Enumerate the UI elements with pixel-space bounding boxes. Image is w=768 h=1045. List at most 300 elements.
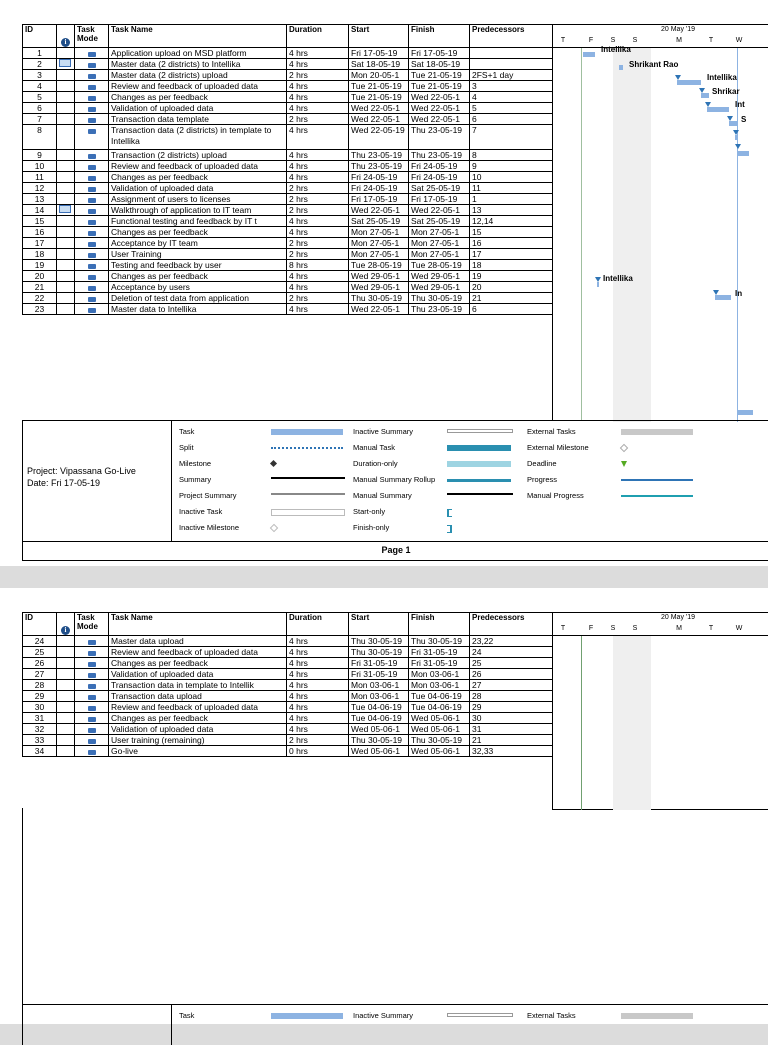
task-name[interactable]: Master data to Intellika: [109, 304, 287, 315]
task-id[interactable]: 32: [23, 724, 57, 735]
task-name[interactable]: Assignment of users to licenses: [109, 194, 287, 205]
info-cell[interactable]: [57, 150, 75, 161]
task-predecessors[interactable]: 7: [470, 125, 553, 150]
task-start[interactable]: Wed 22-05-1: [349, 205, 409, 216]
info-cell[interactable]: [57, 238, 75, 249]
task-mode-cell[interactable]: [75, 669, 109, 680]
task-finish[interactable]: Thu 23-05-19: [409, 150, 470, 161]
task-predecessors[interactable]: 17: [470, 249, 553, 260]
task-id[interactable]: 22: [23, 293, 57, 304]
task-duration[interactable]: 4 hrs: [287, 103, 349, 114]
col-info-header[interactable]: [57, 25, 75, 48]
task-finish[interactable]: Wed 22-05-1: [409, 92, 470, 103]
task-name[interactable]: Go-live: [109, 746, 287, 757]
task-name[interactable]: Transaction data upload: [109, 691, 287, 702]
task-start[interactable]: Mon 03-06-1: [349, 680, 409, 691]
task-predecessors[interactable]: 9: [470, 161, 553, 172]
table-row[interactable]: [23, 282, 553, 293]
task-mode-cell[interactable]: [75, 680, 109, 691]
task-id[interactable]: 17: [23, 238, 57, 249]
task-name[interactable]: Transaction data (2 districts) in template to Intellika: [109, 125, 287, 150]
task-id[interactable]: 27: [23, 669, 57, 680]
task-start[interactable]: Wed 29-05-1: [349, 282, 409, 293]
gantt-bar-13[interactable]: [597, 282, 599, 287]
task-duration[interactable]: 2 hrs: [287, 205, 349, 216]
task-id[interactable]: 9: [23, 150, 57, 161]
task-start[interactable]: Wed 22-05-1: [349, 304, 409, 315]
task-predecessors[interactable]: 8: [470, 150, 553, 161]
task-finish[interactable]: Thu 30-05-19: [409, 636, 470, 647]
task-duration[interactable]: 4 hrs: [287, 125, 349, 150]
task-finish[interactable]: Tue 21-05-19: [409, 70, 470, 81]
info-cell[interactable]: [57, 636, 75, 647]
task-duration[interactable]: 2 hrs: [287, 114, 349, 125]
task-id[interactable]: 14: [23, 205, 57, 216]
task-start[interactable]: Thu 23-05-19: [349, 150, 409, 161]
task-id[interactable]: 8: [23, 125, 57, 150]
task-mode-cell[interactable]: [75, 249, 109, 260]
task-id[interactable]: 18: [23, 249, 57, 260]
task-name[interactable]: Changes as per feedback: [109, 172, 287, 183]
task-finish[interactable]: Wed 29-05-1: [409, 271, 470, 282]
task-mode-cell[interactable]: [75, 81, 109, 92]
info-cell[interactable]: [57, 724, 75, 735]
task-id[interactable]: 15: [23, 216, 57, 227]
info-cell[interactable]: [57, 713, 75, 724]
task-mode-cell[interactable]: [75, 59, 109, 70]
info-cell[interactable]: [57, 282, 75, 293]
task-mode-cell[interactable]: [75, 114, 109, 125]
col-duration-header[interactable]: Duration: [287, 613, 349, 636]
task-predecessors[interactable]: [470, 59, 553, 70]
task-mode-cell[interactable]: [75, 238, 109, 249]
task-id[interactable]: 26: [23, 658, 57, 669]
task-duration[interactable]: 8 hrs: [287, 260, 349, 271]
task-predecessors[interactable]: 21: [470, 735, 553, 746]
task-duration[interactable]: 0 hrs: [287, 746, 349, 757]
task-name[interactable]: Deletion of test data from application: [109, 293, 287, 304]
task-predecessors[interactable]: 26: [470, 669, 553, 680]
table-row[interactable]: [23, 161, 553, 172]
task-id[interactable]: 31: [23, 713, 57, 724]
info-cell[interactable]: [57, 293, 75, 304]
task-mode-cell[interactable]: [75, 216, 109, 227]
task-predecessors[interactable]: 3: [470, 81, 553, 92]
table-row[interactable]: [23, 238, 553, 249]
task-duration[interactable]: 4 hrs: [287, 150, 349, 161]
task-id[interactable]: 6: [23, 103, 57, 114]
task-mode-cell[interactable]: [75, 48, 109, 59]
table-row[interactable]: [23, 724, 553, 735]
task-mode-cell[interactable]: [75, 724, 109, 735]
col-finish-header[interactable]: Finish: [409, 613, 470, 636]
task-name[interactable]: Review and feedback of uploaded data: [109, 702, 287, 713]
task-id[interactable]: 1: [23, 48, 57, 59]
task-mode-cell[interactable]: [75, 702, 109, 713]
task-duration[interactable]: 4 hrs: [287, 658, 349, 669]
task-finish[interactable]: Wed 05-06-1: [409, 746, 470, 757]
task-name[interactable]: Changes as per feedback: [109, 92, 287, 103]
gantt-bar-2[interactable]: [619, 65, 623, 70]
table-row[interactable]: [23, 216, 553, 227]
task-id[interactable]: 12: [23, 183, 57, 194]
info-cell[interactable]: [57, 92, 75, 103]
task-predecessors[interactable]: 19: [470, 271, 553, 282]
gantt-bar-4[interactable]: [701, 93, 709, 98]
table-row[interactable]: [23, 271, 553, 282]
task-start[interactable]: Mon 03-06-1: [349, 691, 409, 702]
task-mode-cell[interactable]: [75, 282, 109, 293]
task-duration[interactable]: 4 hrs: [287, 172, 349, 183]
task-id[interactable]: 11: [23, 172, 57, 183]
gantt-bar-1[interactable]: [583, 52, 595, 57]
task-duration[interactable]: 4 hrs: [287, 161, 349, 172]
task-id[interactable]: 34: [23, 746, 57, 757]
task-start[interactable]: Mon 27-05-1: [349, 249, 409, 260]
task-predecessors[interactable]: 6: [470, 304, 553, 315]
info-cell[interactable]: [57, 183, 75, 194]
task-name[interactable]: Review and feedback of uploaded data: [109, 161, 287, 172]
task-predecessors[interactable]: 4: [470, 92, 553, 103]
task-finish[interactable]: Fri 17-05-19: [409, 48, 470, 59]
task-predecessors[interactable]: 28: [470, 691, 553, 702]
task-duration[interactable]: 2 hrs: [287, 249, 349, 260]
task-start[interactable]: Fri 17-05-19: [349, 194, 409, 205]
task-mode-cell[interactable]: [75, 691, 109, 702]
gantt-bar-3[interactable]: [677, 80, 701, 85]
task-duration[interactable]: 4 hrs: [287, 702, 349, 713]
info-cell[interactable]: [57, 114, 75, 125]
info-cell[interactable]: [57, 227, 75, 238]
table-row[interactable]: [23, 713, 553, 724]
task-start[interactable]: Tue 21-05-19: [349, 92, 409, 103]
task-mode-cell[interactable]: [75, 260, 109, 271]
task-id[interactable]: 16: [23, 227, 57, 238]
task-duration[interactable]: 4 hrs: [287, 282, 349, 293]
task-name[interactable]: Application upload on MSD platform: [109, 48, 287, 59]
task-name[interactable]: Master data (2 districts) to Intellika: [109, 59, 287, 70]
task-id[interactable]: 29: [23, 691, 57, 702]
task-id[interactable]: 23: [23, 304, 57, 315]
task-mode-cell[interactable]: [75, 103, 109, 114]
task-finish[interactable]: Mon 27-05-1: [409, 227, 470, 238]
info-cell[interactable]: [57, 249, 75, 260]
task-id[interactable]: 10: [23, 161, 57, 172]
col-mode-header[interactable]: Task Mode: [75, 613, 109, 636]
task-predecessors[interactable]: 30: [470, 713, 553, 724]
info-cell[interactable]: [57, 669, 75, 680]
table-row[interactable]: [23, 691, 553, 702]
task-predecessors[interactable]: 23,22: [470, 636, 553, 647]
task-name[interactable]: Review and feedback of uploaded data: [109, 81, 287, 92]
table-row[interactable]: [23, 172, 553, 183]
task-predecessors[interactable]: 2FS+1 day: [470, 70, 553, 81]
task-start[interactable]: Wed 05-06-1: [349, 746, 409, 757]
task-duration[interactable]: 4 hrs: [287, 216, 349, 227]
task-finish[interactable]: Wed 29-05-1: [409, 282, 470, 293]
task-finish[interactable]: Mon 27-05-1: [409, 249, 470, 260]
task-duration[interactable]: 2 hrs: [287, 293, 349, 304]
info-cell[interactable]: [57, 205, 75, 216]
task-predecessors[interactable]: [470, 48, 553, 59]
task-start[interactable]: Wed 22-05-1: [349, 114, 409, 125]
task-finish[interactable]: Fri 24-05-19: [409, 161, 470, 172]
table-row[interactable]: [23, 249, 553, 260]
task-finish[interactable]: Tue 04-06-19: [409, 691, 470, 702]
table-row[interactable]: [23, 647, 553, 658]
task-duration[interactable]: 2 hrs: [287, 194, 349, 205]
task-start[interactable]: Mon 20-05-1: [349, 70, 409, 81]
task-mode-cell[interactable]: [75, 271, 109, 282]
table-row[interactable]: [23, 304, 553, 315]
task-predecessors[interactable]: 16: [470, 238, 553, 249]
info-cell[interactable]: [57, 735, 75, 746]
task-predecessors[interactable]: 10: [470, 172, 553, 183]
gantt-bar-23[interactable]: [737, 410, 753, 415]
task-start[interactable]: Thu 30-05-19: [349, 636, 409, 647]
info-cell[interactable]: [57, 161, 75, 172]
task-predecessors[interactable]: 13: [470, 205, 553, 216]
task-id[interactable]: 2: [23, 59, 57, 70]
task-mode-cell[interactable]: [75, 713, 109, 724]
task-start[interactable]: Wed 22-05-19: [349, 125, 409, 150]
task-duration[interactable]: 2 hrs: [287, 735, 349, 746]
task-duration[interactable]: 4 hrs: [287, 724, 349, 735]
gantt-bar-5[interactable]: [707, 107, 729, 112]
task-finish[interactable]: Wed 22-05-1: [409, 205, 470, 216]
info-cell[interactable]: [57, 304, 75, 315]
gantt-bar-7[interactable]: [735, 135, 738, 140]
task-mode-cell[interactable]: [75, 183, 109, 194]
task-finish[interactable]: Mon 03-06-1: [409, 669, 470, 680]
task-finish[interactable]: Fri 17-05-19: [409, 194, 470, 205]
task-mode-cell[interactable]: [75, 125, 109, 150]
gantt-bar-14[interactable]: [715, 295, 731, 300]
task-predecessors[interactable]: 12,14: [470, 216, 553, 227]
task-start[interactable]: Tue 04-06-19: [349, 702, 409, 713]
col-start-header[interactable]: Start: [349, 613, 409, 636]
task-duration[interactable]: 2 hrs: [287, 238, 349, 249]
task-mode-cell[interactable]: [75, 150, 109, 161]
task-mode-cell[interactable]: [75, 205, 109, 216]
table-row[interactable]: [23, 746, 553, 757]
task-name[interactable]: Changes as per feedback: [109, 271, 287, 282]
task-finish[interactable]: Tue 28-05-19: [409, 260, 470, 271]
task-duration[interactable]: 4 hrs: [287, 48, 349, 59]
task-predecessors[interactable]: 25: [470, 658, 553, 669]
task-finish[interactable]: Wed 05-06-1: [409, 713, 470, 724]
task-finish[interactable]: Fri 31-05-19: [409, 658, 470, 669]
info-cell[interactable]: [57, 194, 75, 205]
task-id[interactable]: 5: [23, 92, 57, 103]
task-duration[interactable]: 4 hrs: [287, 713, 349, 724]
task-mode-cell[interactable]: [75, 161, 109, 172]
col-pred-header[interactable]: Predecessors: [470, 613, 553, 636]
info-cell[interactable]: [57, 48, 75, 59]
task-start[interactable]: Fri 31-05-19: [349, 669, 409, 680]
task-start[interactable]: Wed 05-06-1: [349, 724, 409, 735]
task-predecessors[interactable]: 1: [470, 194, 553, 205]
task-start[interactable]: Mon 27-05-1: [349, 227, 409, 238]
task-mode-cell[interactable]: [75, 70, 109, 81]
task-predecessors[interactable]: 15: [470, 227, 553, 238]
task-duration[interactable]: 4 hrs: [287, 81, 349, 92]
task-finish[interactable]: Wed 05-06-1: [409, 724, 470, 735]
task-finish[interactable]: Thu 23-05-19: [409, 125, 470, 150]
task-name[interactable]: Changes as per feedback: [109, 658, 287, 669]
task-name[interactable]: User training (remaining): [109, 735, 287, 746]
task-duration[interactable]: 4 hrs: [287, 680, 349, 691]
task-name[interactable]: Transaction data in template to Intellik: [109, 680, 287, 691]
table-row[interactable]: [23, 70, 553, 81]
gantt-bar-6[interactable]: [729, 121, 737, 126]
info-cell[interactable]: [57, 271, 75, 282]
task-mode-cell[interactable]: [75, 636, 109, 647]
table-row[interactable]: [23, 194, 553, 205]
gantt-bar-8[interactable]: [737, 151, 749, 156]
task-id[interactable]: 28: [23, 680, 57, 691]
task-finish[interactable]: Thu 30-05-19: [409, 735, 470, 746]
task-finish[interactable]: Wed 22-05-1: [409, 114, 470, 125]
task-name[interactable]: Walkthrough of application to IT team: [109, 205, 287, 216]
task-start[interactable]: Fri 24-05-19: [349, 183, 409, 194]
task-id[interactable]: 20: [23, 271, 57, 282]
task-start[interactable]: Wed 29-05-1: [349, 271, 409, 282]
info-cell[interactable]: [57, 680, 75, 691]
task-name[interactable]: Changes as per feedback: [109, 227, 287, 238]
task-name[interactable]: Changes as per feedback: [109, 713, 287, 724]
col-mode-header[interactable]: Task Mode: [75, 25, 109, 48]
task-duration[interactable]: 4 hrs: [287, 691, 349, 702]
task-finish[interactable]: Fri 31-05-19: [409, 647, 470, 658]
task-finish[interactable]: Thu 23-05-19: [409, 304, 470, 315]
task-name[interactable]: Master data upload: [109, 636, 287, 647]
task-name[interactable]: Master data (2 districts) upload: [109, 70, 287, 81]
info-cell[interactable]: [57, 260, 75, 271]
task-start[interactable]: Fri 31-05-19: [349, 658, 409, 669]
task-mode-cell[interactable]: [75, 735, 109, 746]
task-predecessors[interactable]: 5: [470, 103, 553, 114]
task-id[interactable]: 7: [23, 114, 57, 125]
task-finish[interactable]: Mon 03-06-1: [409, 680, 470, 691]
task-id[interactable]: 21: [23, 282, 57, 293]
task-start[interactable]: Tue 28-05-19: [349, 260, 409, 271]
col-name-header[interactable]: Task Name: [109, 613, 287, 636]
task-name[interactable]: Review and feedback of uploaded data: [109, 647, 287, 658]
task-start[interactable]: Tue 04-06-19: [349, 713, 409, 724]
task-start[interactable]: Mon 27-05-1: [349, 238, 409, 249]
task-duration[interactable]: 4 hrs: [287, 92, 349, 103]
info-cell[interactable]: [57, 746, 75, 757]
info-cell[interactable]: [57, 125, 75, 150]
table-row[interactable]: [23, 183, 553, 194]
task-id[interactable]: 24: [23, 636, 57, 647]
task-finish[interactable]: Tue 04-06-19: [409, 702, 470, 713]
task-finish[interactable]: Sat 18-05-19: [409, 59, 470, 70]
task-predecessors[interactable]: 32,33: [470, 746, 553, 757]
table-row[interactable]: [23, 227, 553, 238]
task-duration[interactable]: 4 hrs: [287, 636, 349, 647]
col-duration-header[interactable]: Duration: [287, 25, 349, 48]
task-name[interactable]: Validation of uploaded data: [109, 669, 287, 680]
task-predecessors[interactable]: 6: [470, 114, 553, 125]
task-mode-cell[interactable]: [75, 92, 109, 103]
table-row[interactable]: [23, 114, 553, 125]
col-name-header[interactable]: Task Name: [109, 25, 287, 48]
task-mode-cell[interactable]: [75, 304, 109, 315]
table-row[interactable]: [23, 636, 553, 647]
task-name[interactable]: Acceptance by IT team: [109, 238, 287, 249]
task-predecessors[interactable]: 24: [470, 647, 553, 658]
col-info-header[interactable]: [57, 613, 75, 636]
task-mode-cell[interactable]: [75, 227, 109, 238]
info-cell[interactable]: [57, 658, 75, 669]
task-id[interactable]: 13: [23, 194, 57, 205]
info-cell[interactable]: [57, 647, 75, 658]
task-predecessors[interactable]: 21: [470, 293, 553, 304]
task-finish[interactable]: Fri 24-05-19: [409, 172, 470, 183]
task-duration[interactable]: 4 hrs: [287, 59, 349, 70]
table-row[interactable]: [23, 150, 553, 161]
col-id-header[interactable]: ID: [23, 613, 57, 636]
info-cell[interactable]: [57, 81, 75, 92]
task-mode-cell[interactable]: [75, 293, 109, 304]
task-id[interactable]: 25: [23, 647, 57, 658]
task-mode-cell[interactable]: [75, 658, 109, 669]
table-row[interactable]: [23, 48, 553, 59]
task-duration[interactable]: 4 hrs: [287, 227, 349, 238]
table-row[interactable]: [23, 103, 553, 114]
task-name[interactable]: Transaction data template: [109, 114, 287, 125]
task-name[interactable]: Validation of uploaded data: [109, 103, 287, 114]
task-predecessors[interactable]: 27: [470, 680, 553, 691]
info-cell[interactable]: [57, 702, 75, 713]
task-name[interactable]: Testing and feedback by user: [109, 260, 287, 271]
task-duration[interactable]: 2 hrs: [287, 70, 349, 81]
task-predecessors[interactable]: 29: [470, 702, 553, 713]
task-start[interactable]: Sat 25-05-19: [349, 216, 409, 227]
table-row[interactable]: [23, 735, 553, 746]
task-finish[interactable]: Sat 25-05-19: [409, 183, 470, 194]
task-name[interactable]: Functional testing and feedback by IT t: [109, 216, 287, 227]
task-duration[interactable]: 4 hrs: [287, 271, 349, 282]
task-mode-cell[interactable]: [75, 647, 109, 658]
task-predecessors[interactable]: 11: [470, 183, 553, 194]
task-finish[interactable]: Mon 27-05-1: [409, 238, 470, 249]
col-pred-header[interactable]: Predecessors: [470, 25, 553, 48]
info-cell[interactable]: [57, 70, 75, 81]
table-row[interactable]: [23, 680, 553, 691]
task-start[interactable]: Sat 18-05-19: [349, 59, 409, 70]
table-row[interactable]: [23, 59, 553, 70]
table-row[interactable]: [23, 669, 553, 680]
task-name[interactable]: Validation of uploaded data: [109, 724, 287, 735]
task-start[interactable]: Thu 30-05-19: [349, 293, 409, 304]
table-row[interactable]: [23, 81, 553, 92]
task-start[interactable]: Fri 24-05-19: [349, 172, 409, 183]
info-cell[interactable]: [57, 172, 75, 183]
task-start[interactable]: Thu 23-05-19: [349, 161, 409, 172]
task-mode-cell[interactable]: [75, 746, 109, 757]
info-cell[interactable]: [57, 691, 75, 702]
task-predecessors[interactable]: 31: [470, 724, 553, 735]
task-start[interactable]: Fri 17-05-19: [349, 48, 409, 59]
task-mode-cell[interactable]: [75, 194, 109, 205]
task-id[interactable]: 33: [23, 735, 57, 746]
table-row[interactable]: [23, 260, 553, 271]
task-duration[interactable]: 2 hrs: [287, 183, 349, 194]
task-id[interactable]: 30: [23, 702, 57, 713]
